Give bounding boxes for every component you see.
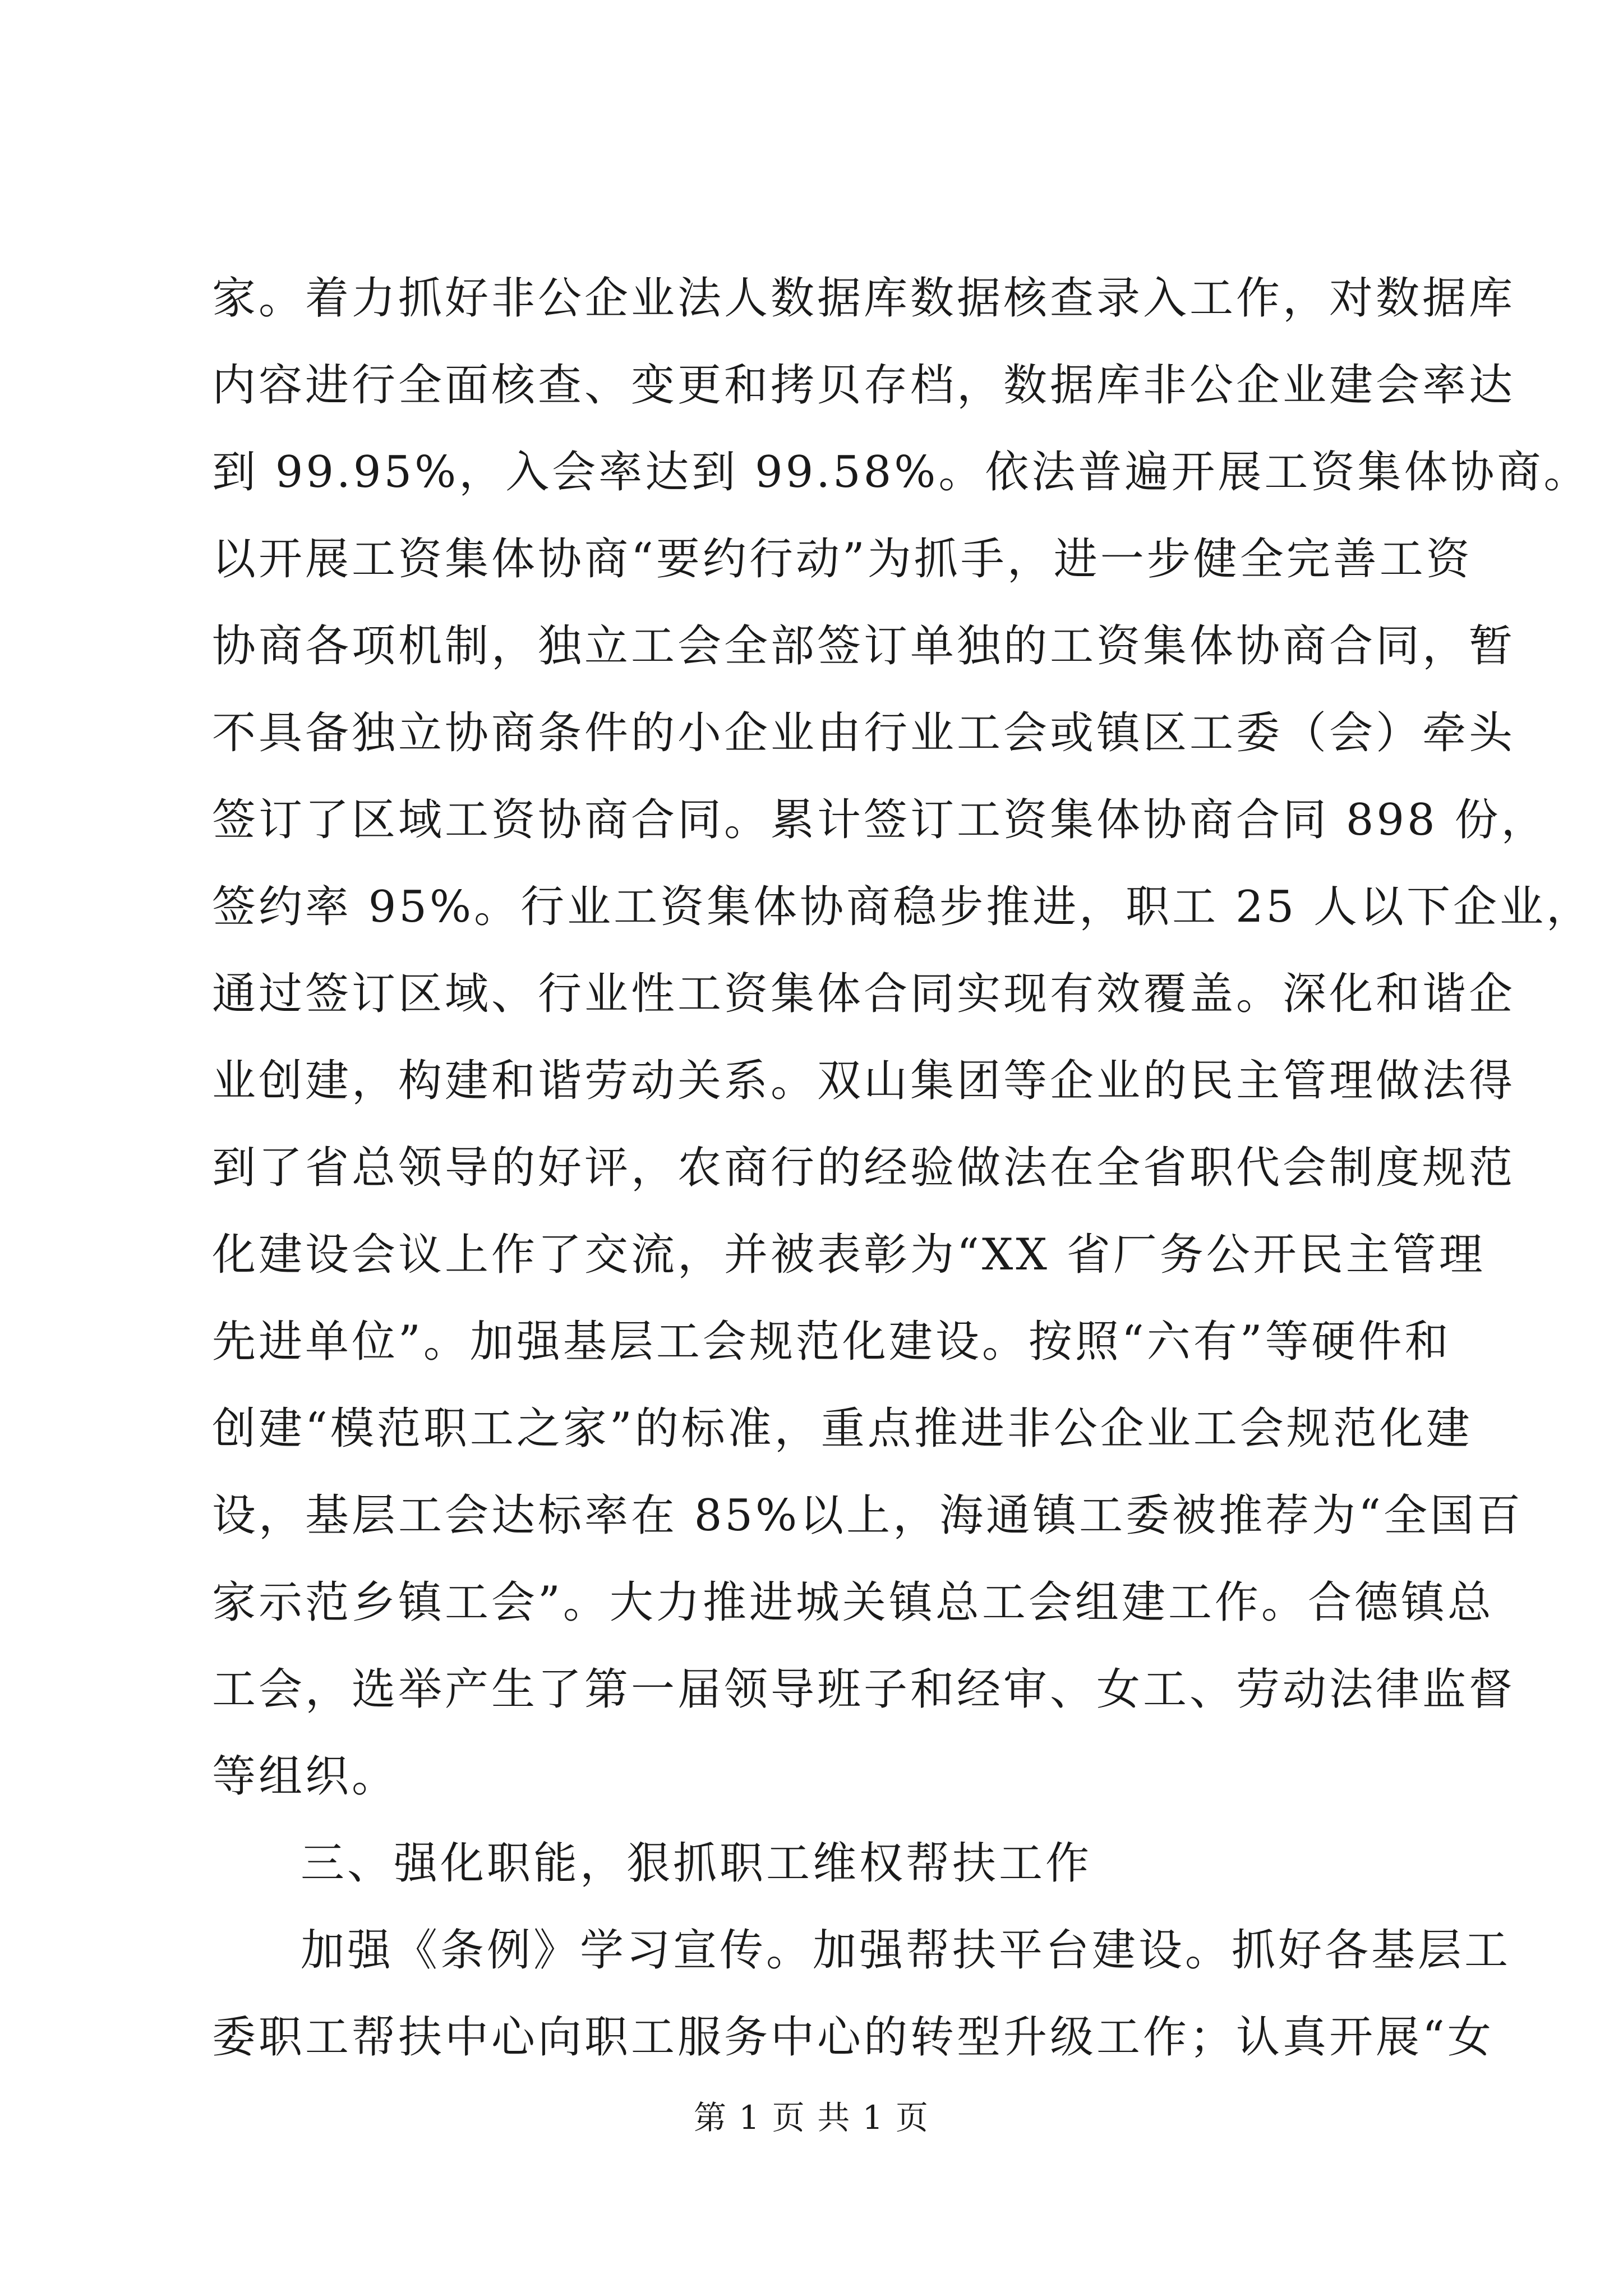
text-line: 签订了区域工资协商合同。累计签订工资集体协商合同 898 份， xyxy=(212,795,1548,845)
text-line: 签约率 95%。行业工资集体协商稳步推进，职工 25 人以下企业， xyxy=(212,882,1593,932)
text-line: 工会，选举产生了第一届领导班子和经审、女工、劳动法律监督 xyxy=(212,1664,1516,1715)
text-line: 家示范乡镇工会”。大力推进城关镇总工会组建工作。合德镇总 xyxy=(212,1577,1494,1628)
text-line: 以开展工资集体协商“要约行动”为抓手，进一步健全完善工资 xyxy=(212,534,1473,585)
text-line: 不具备独立协商条件的小企业由行业工会或镇区工委（会）牵头 xyxy=(212,708,1516,758)
text-line: 先进单位”。加强基层工会规范化建设。按照“六有”等硬件和 xyxy=(212,1317,1451,1367)
text-line: 创建“模范职工之家”的标准，重点推进非公企业工会规范化建 xyxy=(212,1404,1473,1454)
text-line: 加强《条例》学习宣传。加强帮扶平台建设。抓好各基层工 xyxy=(301,1925,1511,1976)
text-line: 业创建，构建和谐劳动关系。双山集团等企业的民主管理做法得 xyxy=(212,1056,1516,1106)
text-line: 等组织。 xyxy=(212,1751,399,1802)
document-body xyxy=(212,255,1593,2081)
text-line: 家。着力抓好非公企业法人数据库数据核查录入工作，对数据库 xyxy=(212,273,1516,324)
text-line: 到了省总领导的好评，农商行的经验做法在全省职代会制度规范 xyxy=(212,1143,1516,1193)
text-line: 协商各项机制，独立工会全部签订单独的工资集体协商合同，暂 xyxy=(212,621,1516,671)
section-heading: 三、强化职能，狠抓职工维权帮扶工作 xyxy=(301,1838,1092,1889)
text-line: 设，基层工会达标率在 85%以上，海通镇工委被推荐为“全国百 xyxy=(212,1490,1524,1541)
text-line: 内容进行全面核查、变更和拷贝存档，数据库非公企业建会率达 xyxy=(212,360,1516,411)
text-line: 化建设会议上作了交流，并被表彰为“XX 省厂务公开民主管理 xyxy=(212,1230,1486,1280)
text-line: 通过签订区域、行业性工资集体合同实现有效覆盖。深化和谐企 xyxy=(212,969,1516,1019)
text-line: 委职工帮扶中心向职工服务中心的转型升级工作；认真开展“女 xyxy=(212,2012,1494,2063)
page-footer: 第 1 页 共 1 页 xyxy=(694,2099,929,2137)
text-line: 到 99.95%，入会率达到 99.58%。依法普遍开展工资集体协商。 xyxy=(212,447,1590,498)
